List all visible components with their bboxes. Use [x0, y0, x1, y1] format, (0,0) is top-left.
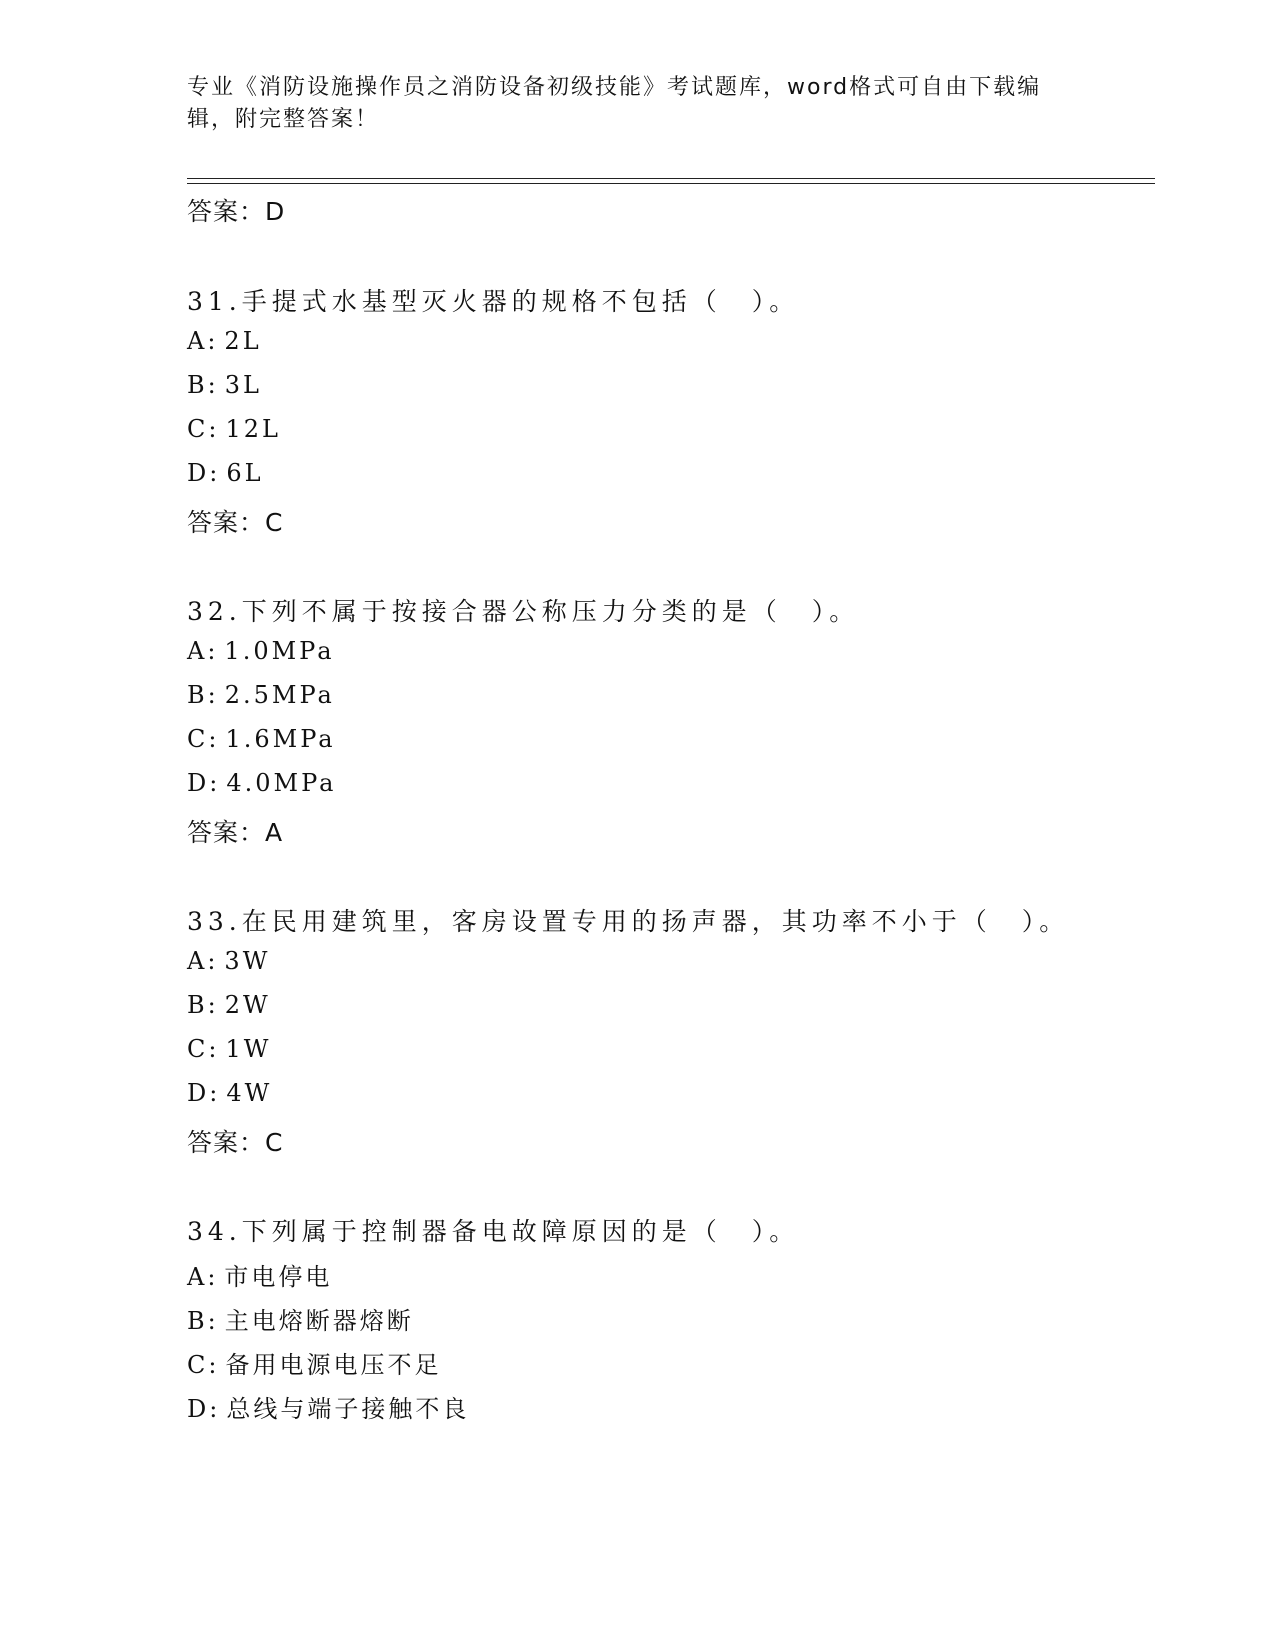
question-34-option-a [187, 1257, 332, 1292]
question-34-stem: 34.下列属于控制器备电故障原因的是（ ）。 [187, 1217, 800, 1246]
answer-30: 答案：D [187, 197, 286, 226]
header-divider-top [187, 178, 1155, 179]
option-label: C: [187, 1351, 220, 1379]
option-text: 2.5MPa [224, 681, 335, 709]
option-label: C: [187, 1035, 220, 1063]
option-text: 总线与端子接触不良 [226, 1395, 470, 1423]
question-33-option-d [187, 1079, 272, 1107]
question-32-option-d [187, 769, 336, 797]
question-33-option-c [187, 1035, 271, 1063]
option-text: 市电停电 [224, 1263, 333, 1291]
header-divider-bottom [187, 183, 1155, 184]
question-31-stem: 31.手提式水基型灭火器的规格不包括（ ）。 [187, 287, 800, 316]
option-text: 2L [224, 327, 262, 355]
option-label: B: [187, 681, 219, 709]
option-label: C: [187, 725, 220, 753]
question-33-option-a [187, 947, 270, 975]
option-label: D: [187, 459, 221, 487]
option-text: 3L [224, 371, 262, 399]
question-34-option-c [187, 1345, 441, 1380]
option-text: 4.0MPa [226, 769, 337, 797]
option-label: A: [187, 637, 219, 665]
option-text: 4W [226, 1079, 273, 1107]
option-label: B: [187, 991, 219, 1019]
option-text: 1W [225, 1035, 272, 1063]
question-32-stem: 32.下列不属于按接合器公称压力分类的是（ ）。 [187, 597, 860, 626]
question-32-option-b [187, 681, 335, 709]
question-32-option-c [187, 725, 336, 753]
answer-33: 答案：C [187, 1128, 284, 1157]
question-33-stem: 33.在民用建筑里，客房设置专用的扬声器，其功率不小于（ ）。 [187, 907, 1070, 936]
question-31-option-b [187, 371, 262, 399]
option-label: D: [187, 769, 221, 797]
question-31-option-d [187, 459, 264, 487]
question-31-option-c [187, 415, 281, 443]
option-text: 1.0MPa [224, 637, 335, 665]
option-text: 2W [224, 991, 271, 1019]
option-label: A: [187, 1263, 219, 1291]
option-text: 备用电源电压不足 [225, 1351, 442, 1379]
answer-31: 答案：C [187, 508, 284, 537]
option-label: B: [187, 371, 219, 399]
question-32-option-a [187, 637, 335, 665]
question-34-option-d [187, 1389, 469, 1424]
option-label: D: [187, 1079, 221, 1107]
option-text: 3W [224, 947, 271, 975]
option-text: 主电熔断器熔断 [224, 1307, 414, 1335]
option-text: 1.6MPa [225, 725, 336, 753]
option-label: A: [187, 327, 219, 355]
question-31-option-a [187, 327, 262, 355]
option-label: A: [187, 947, 219, 975]
document-header: 专业《消防设施操作员之消防设备初级技能》考试题库，word格式可自由下载编辑，附完整答案！ [187, 75, 1042, 132]
option-text: 12L [225, 415, 281, 443]
question-33-option-b [187, 991, 271, 1019]
option-text: 6L [226, 459, 264, 487]
option-label: B: [187, 1307, 219, 1335]
option-label: D: [187, 1395, 221, 1423]
option-label: C: [187, 415, 220, 443]
answer-32: 答案：A [187, 818, 284, 847]
question-34-option-b [187, 1301, 414, 1336]
